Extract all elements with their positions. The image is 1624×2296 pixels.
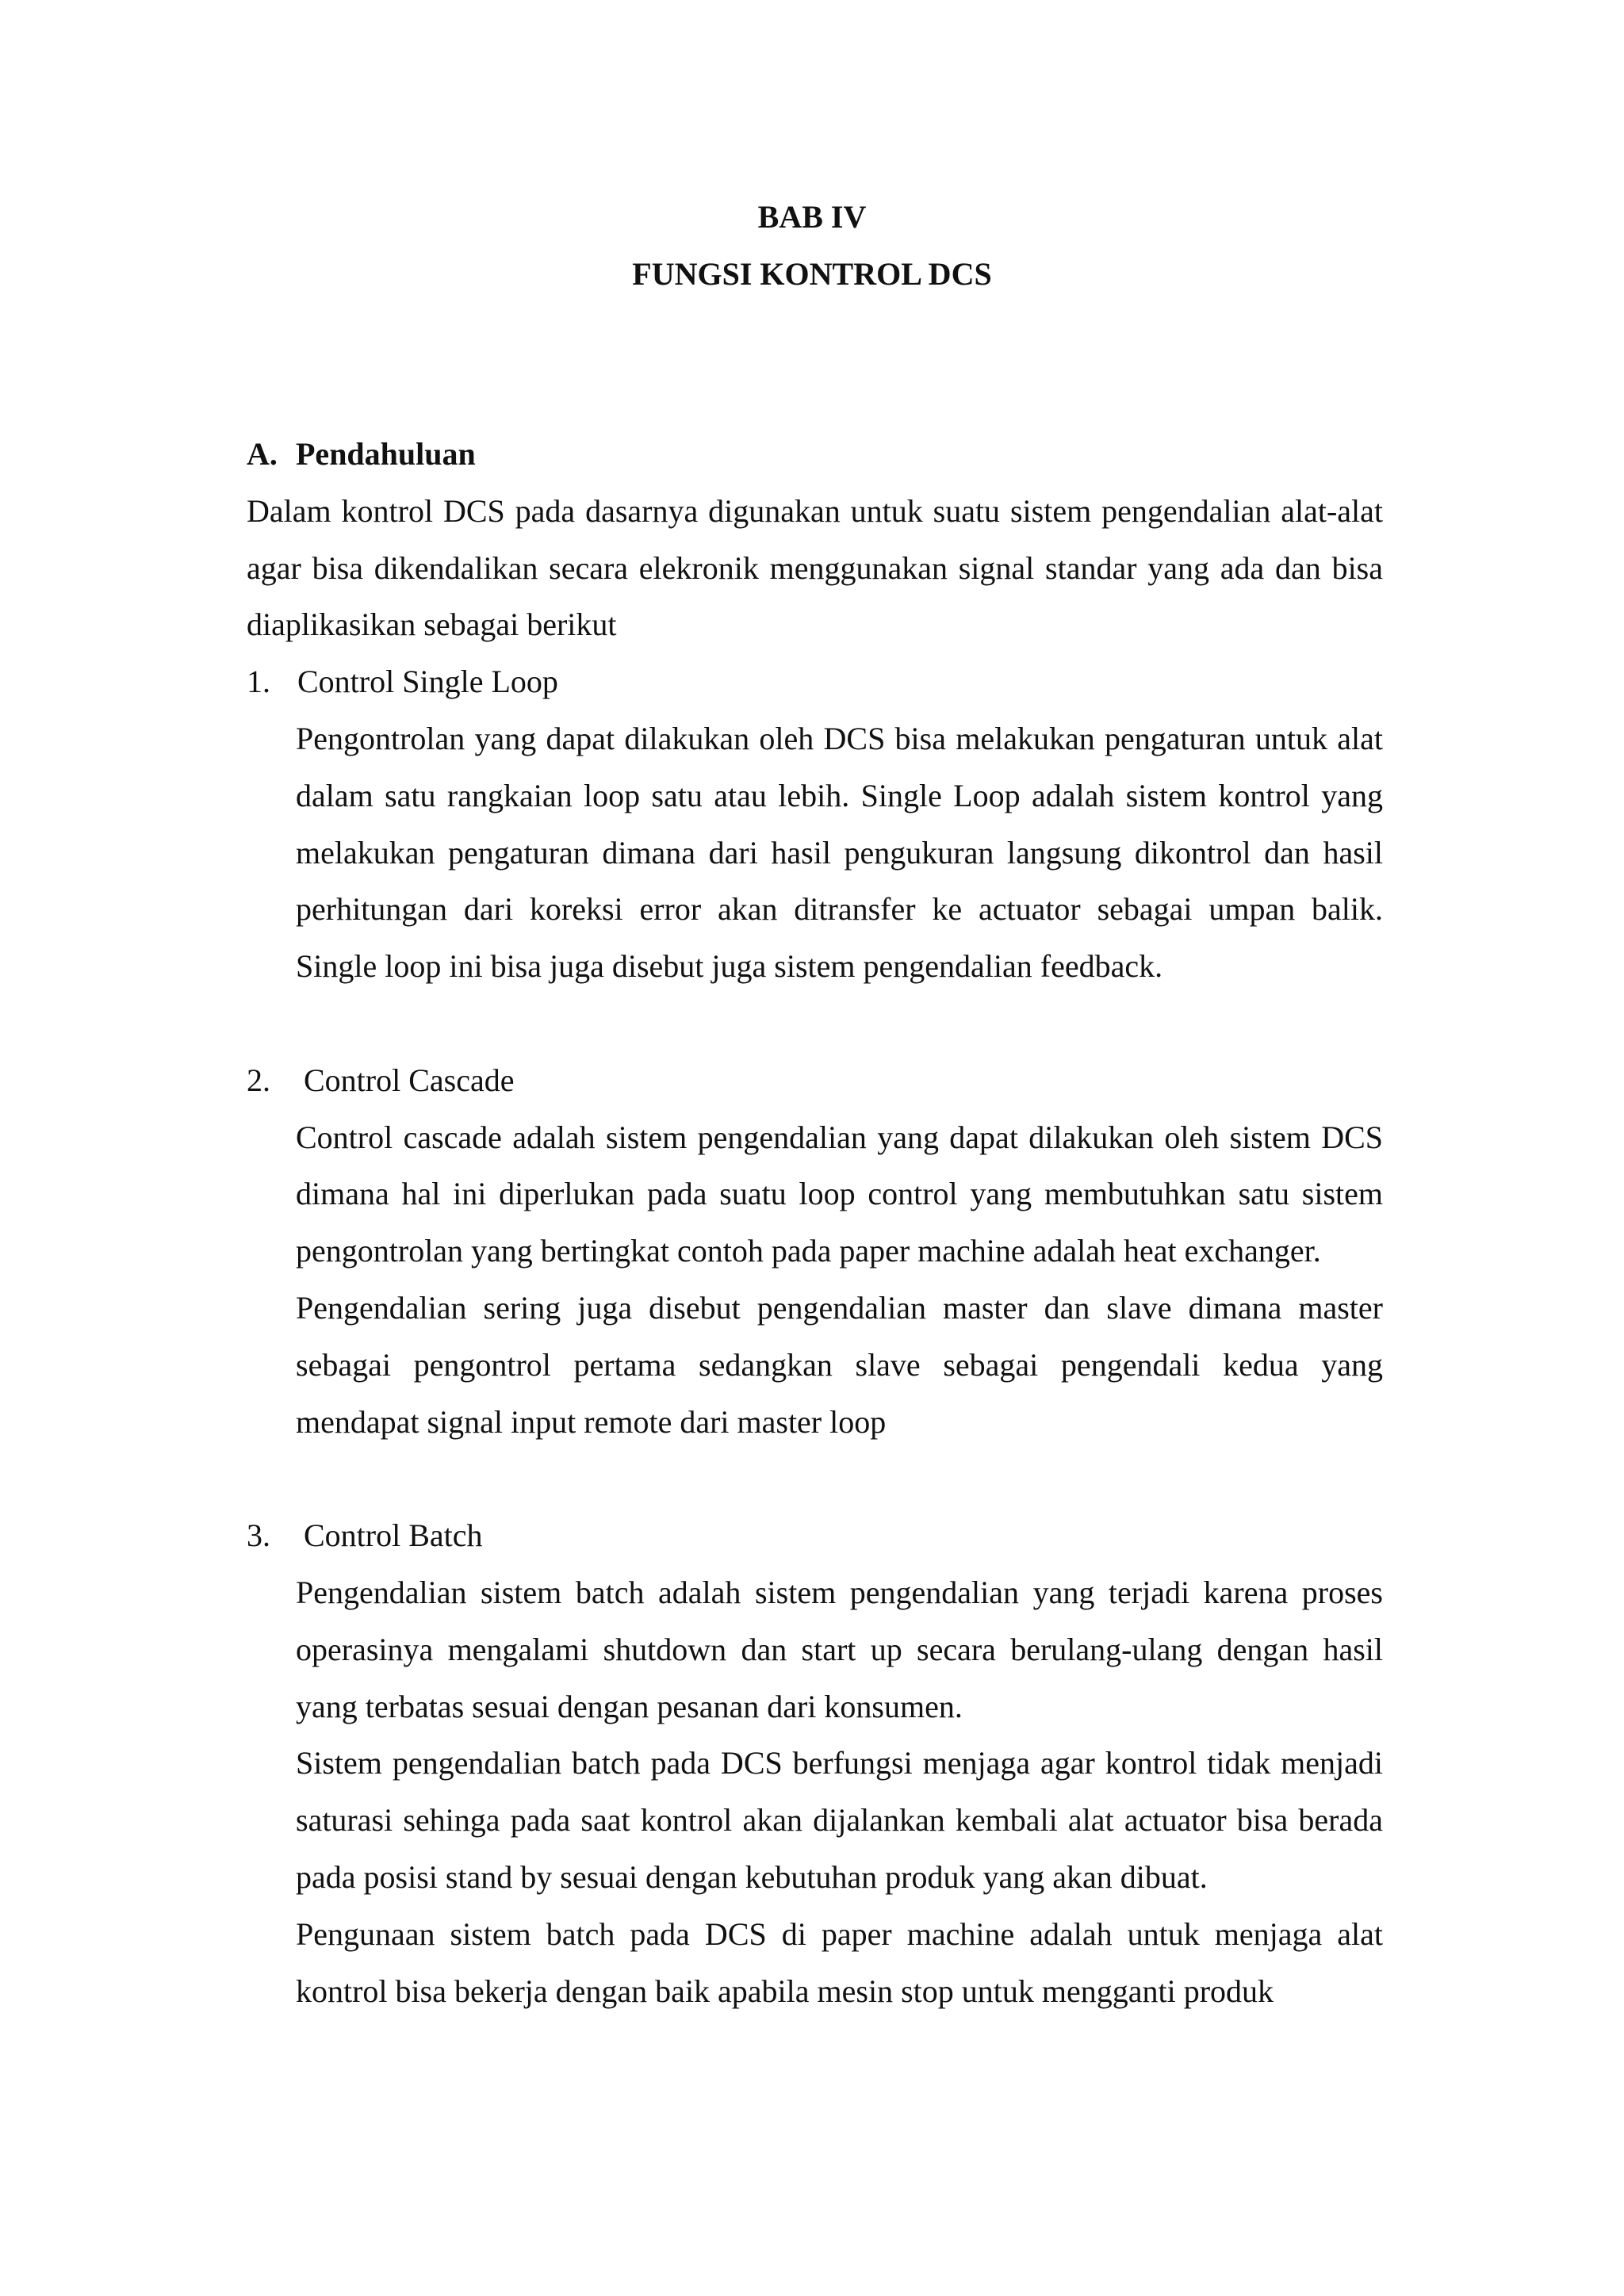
list-item-title: Control Single Loop [297,664,558,700]
list-item-title: Control Cascade [304,1062,515,1098]
list-item-paragraph: Control cascade adalah sistem pengendalian yang dapat dilakukan oleh sistem DCS dimana hal ini diperlukan pada suatu loop control yang membutuhkan satu sistem pengontrolan yang bertingkat contoh pada paper machine adalah heat exchanger. [296,1119,1383,1269]
list-item-paragraph: Pengendalian sering juga disebut pengendalian master dan slave dimana master sebagai pengontrol pertama sedangkan slave sebagai pengendali kedua yang mendapat signal input remote dari master loop [296,1289,1383,1440]
list-item-heading [247,1052,1383,1109]
document-body [247,426,1383,2019]
list-item-heading [247,1507,1383,1564]
intro-paragraph: Dalam kontrol DCS pada dasarnya digunakan untuk suatu sistem pengendalian alat-alat agar bisa dikendalikan secara elekronik menggunakan signal standar yang ada dan bisa diaplikasikan sebagai berikut [247,492,1383,643]
list-item-title: Control Batch [304,1517,483,1554]
list-item-paragraph: Pengontrolan yang dapat dilakukan oleh DCS bisa melakukan pengaturan untuk alat dalam satu rangkaian loop satu atau lebih. Single Loop adalah sistem kontrol yang melakukan pengaturan dimana dari hasil pengukuran langsung dikontrol dan hasil perhitungan dari koreksi error akan ditransfer ke actuator sebagai umpan balik. Single loop ini bisa juga disebut juga sistem pengendalian feedback. [296,720,1383,985]
paragraph-gap [247,995,1383,1052]
section-marker: A. [247,436,278,472]
chapter-title: FUNGSI KONTROL DCS [632,256,992,292]
list-item-number: 1. [247,664,270,700]
list-item-heading [247,653,1383,710]
list-item-number: 2. [247,1062,270,1098]
list-item-paragraph: Pengendalian sistem batch adalah sistem pengendalian yang terjadi karena proses operasinya mengalami shutdown dan start up secara berulang-ulang dengan hasil yang terbatas sesuai dengan pesanan dari konsumen. [296,1574,1383,1724]
list-item-number: 3. [247,1517,270,1554]
section-heading [247,426,1383,483]
paragraph-gap [247,1450,1383,1507]
list-item-paragraph: Pengunaan sistem batch pada DCS di paper machine adalah untuk menjaga alat kontrol bisa bekerja dengan baik apabila mesin stop untuk mengganti produk [296,1915,1383,2009]
chapter-number: BAB IV [757,199,867,235]
section-title: Pendahuluan [296,436,476,472]
list-item-paragraph: Sistem pengendalian batch pada DCS berfungsi menjaga agar kontrol tidak menjadi saturasi sehinga pada saat kontrol akan dijalankan kembali alat actuator bisa berada pada posisi stand by sesuai dengan kebutuhan produk yang akan dibuat. [296,1745,1383,1895]
